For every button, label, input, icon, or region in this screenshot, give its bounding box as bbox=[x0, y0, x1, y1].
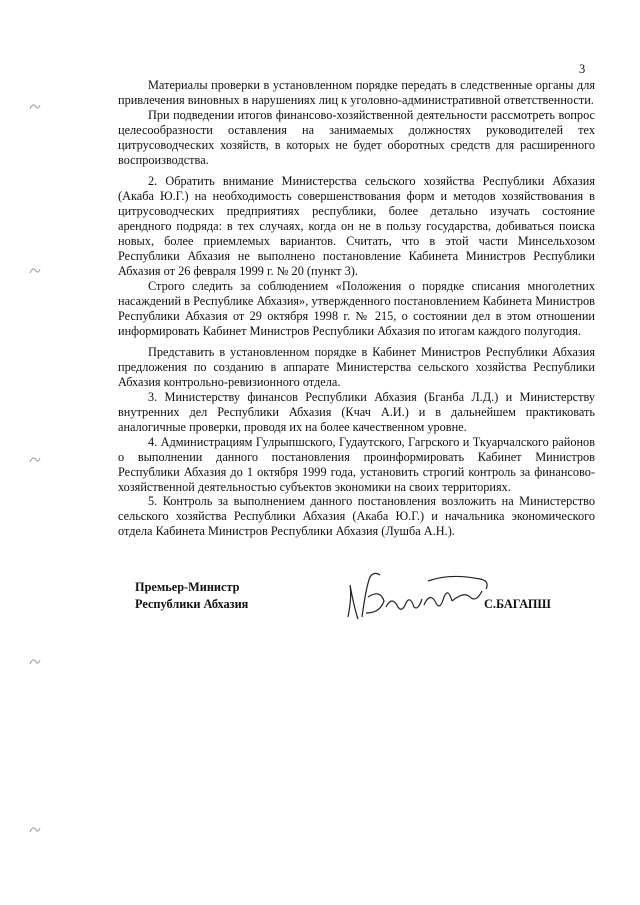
punch-hole-mark bbox=[28, 99, 42, 111]
signer-title-line: Премьер-Министр bbox=[135, 580, 240, 594]
paragraph: Материалы проверки в установленном порядке передать в следственные органы для привлечения виновных в нарушениях лиц к уголовно-административной ответственности. bbox=[118, 78, 595, 107]
paragraph: Строго следить за соблюдением «Положения о порядке списания многолетних насаждений в Республике Абхазия», утвержденного постановлением Кабинета Министров Республики Абхазия от 29 октября 1998 г. № 215, о состоянии дел в этом отношении информировать Кабинет Министров Республики Абхазия по итогам каждого полугодия. bbox=[118, 278, 595, 338]
page-number: 3 bbox=[579, 62, 586, 76]
punch-hole-mark bbox=[28, 822, 42, 834]
signer-title bbox=[135, 579, 248, 613]
paragraph: 2. Обратить внимание Министерства сельского хозяйства Республики Абхазия (Акаба Ю.Г.) на необходимость совершенствования форм и методов хозяйствования в цитрусоводческих предприятиях республики, более детально изучать состояние арендного подряда: в тех случаях, когда он не в пользу государства, добиваться поиска новых, более приемлемых вариантов. Считать, что в этой части Минсельхозом Республики Абхазия не выполнено постановление Кабинета Министров Республики Абхазия от 26 февраля 1999 г. № 20 (пункт 3). bbox=[118, 174, 595, 278]
punch-hole-mark bbox=[28, 654, 42, 666]
paragraph: 3. Министерству финансов Республики Абхазия (Бганба Л.Д.) и Министерству внутренних дел Республики Абхазия (Кчач А.И.) и в дальнейшем практиковать аналогичные проверки, проводя их на более качественном уровне. bbox=[118, 390, 595, 434]
punch-hole-mark bbox=[28, 263, 42, 275]
paragraph: При подведении итогов финансово-хозяйственной деятельности рассмотреть вопрос целесообразности оставления на занимаемых должностях руководителей тех цитрусоводческих хозяйств, в которых не будет оборотных средств для расширенного воспроизводства. bbox=[118, 107, 595, 167]
document-body bbox=[118, 78, 595, 539]
signer-title-line: Республики Абхазия bbox=[135, 597, 249, 611]
paragraph: Представить в установленном порядке в Кабинет Министров Республики Абхазия предложения по созданию в аппарате Министерства сельского хозяйства Республики Абхазия контрольно-ревизионного отдела. bbox=[118, 345, 595, 390]
punch-hole-mark bbox=[28, 452, 42, 464]
handwritten-signature bbox=[340, 567, 500, 627]
signer-name: С.БАГАПШ bbox=[484, 597, 551, 611]
paragraph: 4. Администрациям Гулрыпшского, Гудаутского, Гагрского и Ткуарчалского районов о выполнении данного постановления проинформировать Кабинет Министров Республики Абхазия до 1 октября 1999 года, установить строгий контроль за финансово-хозяйственной деятельностью субъектов экономики на своих территориях. bbox=[118, 434, 595, 494]
paragraph: 5. Контроль за выполнением данного постановления возложить на Министерство сельского хозяйства Республики Абхазия (Акаба Ю.Г.) и начальника экономического отдела Кабинета Министров Республики Абхазия (Лушба А.Н.). bbox=[118, 494, 595, 539]
